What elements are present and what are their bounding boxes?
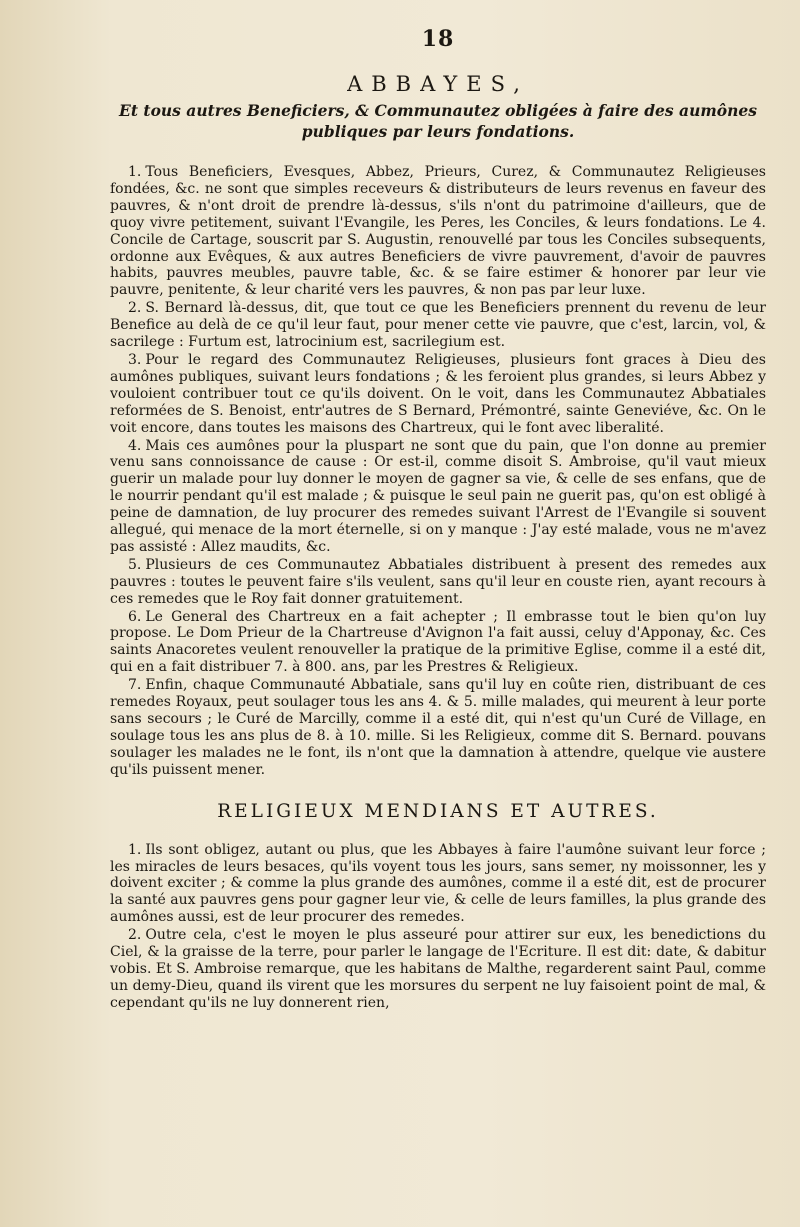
- paragraph: [110, 300, 766, 351]
- paragraph-number: 6.: [128, 608, 142, 625]
- section-religieux-body: [110, 842, 766, 1012]
- paragraph: [110, 557, 766, 608]
- paragraph-text: Le General des Chartreux en a fait achepter ; Il embrasse tout le bien qu'on luy propose. Le Dom Prieur de la Chartreuse d'Avignon l'a fait aussi, celuy d'Apponay, &c. Ces saints Anacoretes veulent renouveller la pratique de la primitive Eglise, comme il a esté dit, qui en a fait distribuer 7. à 800. ans, par les Prestres & Religieux.: [110, 608, 766, 676]
- paragraph-number: 1.: [128, 841, 142, 858]
- paragraph-text: Plusieurs de ces Communautez Abbatiales distribuent à present des remedes aux pauvres : toutes le peuvent faire s'ils veulent, sans qu'il leur en couste rien, ayant recours à ces remedes que le Roy fait donner gratuitement.: [110, 556, 766, 607]
- section-subtitle: Et tous autres Beneficiers, & Communautez obligées à faire des aumônes publiques par leurs fondations.: [119, 101, 757, 141]
- paragraph-text: Outre cela, c'est le moyen le plus asseuré pour attirer sur eux, les benedictions du Ciel, & la graisse de la terre, pour parler le langage de l'Ecriture. Il est dit: date, & dabitur vobis. Et S. Ambroise remarque, que les habitans de Malthe, regarderent saint Paul, comme un demy-Dieu, quand ils virent que les morsures du serpent ne luy faisoient point de mal, & cependant qu'ils ne luy donnerent rien,: [110, 927, 766, 1011]
- section-title-abbayes: ABBAYES,: [347, 72, 529, 96]
- paragraph-text: S. Bernard là-dessus, dit, que tout ce que les Beneficiers prennent du revenu de leur Benefice au delà de ce qu'il leur faut, pour mener cette vie pauvre, que c'est, larcin, vol, & sacrilege : Furtum est, latrocinium est, sacrilegium est.: [110, 300, 766, 351]
- paragraph-text: Tous Beneficiers, Evesques, Abbez, Prieurs, Curez, & Communautez Religieuses fondées, &c. ne sont que simples receveurs & distributeurs de leurs revenus en faveur des pauvres, & n'ont droit de prendre là-dessus, s'ils n'ont du patrimoine d'ailleurs, que de quoy vivre petitement, suivant l'Evangile, les Peres, les Conciles, & leurs fondations. Le 4. Concile de Cartage, souscrit par S. Augustin, renouvellé par tous les Conciles subsequents, ordonne aux Evêques, & aux autres Beneficiers de vivre pauvrement, d'avoir de pauvres habits, pauvres meubles, pauvre table, &c. & se faire estimer & honorer par leur vie pauvre, penitente, & leur charité vers les pauvres, & non pas par leur luxe.: [110, 164, 766, 299]
- paragraph: [110, 164, 766, 299]
- paragraph: [110, 438, 766, 556]
- section-abbayes-body: [110, 164, 766, 779]
- paragraph-number: 1.: [128, 164, 142, 180]
- paragraph-number: 2.: [128, 927, 142, 944]
- paragraph-text: Enfin, chaque Communauté Abbatiale, sans qu'il luy en coûte rien, distribuant de ces remedes Royaux, peut soulager tous les ans 4. & 5. mille malades, qui meurent à leur porte sans secours ; le Curé de Marcilly, comme il a esté dit, qui n'est qu'un Curé de Village, en soulage tous les ans plus de 8. à 10. mille. Si les Religieux, comme dit S. Bernard. pouvans soulager les malades ne le font, ils n'ont que la damnation à attendre, quelque vie austere qu'ils puissent mener.: [110, 677, 766, 778]
- paragraph-text: Pour le regard des Communautez Religieuses, plusieurs font graces à Dieu des aumônes publiques, suivant leurs fondations ; & les feroient plus grandes, si leurs Abbez y vouloient contribuer tout ce qu'ils doivent. On le voit, dans les Communautez Abbatiales reformées de S. Benoist, entr'autres de S Bernard, Prémontré, sainte Geneviéve, &c. On le voit encore, dans toutes les maisons des Chartreux, qui le font avec liberalité.: [110, 351, 766, 436]
- paragraph: [110, 677, 766, 778]
- page-number: 18: [421, 26, 455, 52]
- paragraph-number: 2.: [128, 300, 142, 317]
- paragraph-text: Ils sont obligez, autant ou plus, que les Abbayes à faire l'aumône suivant leur force ; les miracles de leurs besaces, qu'ils voyent tous les jours, sans semer, ny moissonner, les y doivent exciter ; & comme la plus grande des aumônes, comme il a esté dit, est de procurer la santé aux pauvres gens pour gagner leur vie, & celle de leurs familles, la plus grande des aumônes aussi, est de leur procurer des remedes.: [110, 841, 766, 926]
- paragraph: [110, 842, 766, 927]
- paragraph: [110, 352, 766, 437]
- paragraph-number: 3.: [128, 351, 142, 368]
- paragraph-text: Mais ces aumônes pour la pluspart ne sont que du pain, que l'on donne au premier venu sans connoissance de cause : Or est-il, comme disoit S. Ambroise, qu'il vaut mieux guerir un malade pour luy donner le moyen de gagner sa vie, & celle de ses enfans, que de le nourrir pendant qu'il est malade ; & puisque le seul pain ne guerit pas, qu'on est obligé à peine de damnation, de luy procurer des remedes suivant l'Arrest de l'Evangile si souvent allegué, qui menace de la mort éternelle, si on y manque : J'ay esté malade, vous ne m'avez pas assisté : Allez maudits, &c.: [110, 437, 766, 555]
- paragraph-number: 4.: [128, 437, 142, 454]
- paragraph: [110, 609, 766, 677]
- paragraph-number: 7.: [128, 677, 142, 694]
- paragraph: [110, 927, 766, 1012]
- section-title-religieux: RELIGIEUX MENDIANS ET AUTRES.: [217, 800, 659, 822]
- paragraph-number: 5.: [128, 556, 142, 573]
